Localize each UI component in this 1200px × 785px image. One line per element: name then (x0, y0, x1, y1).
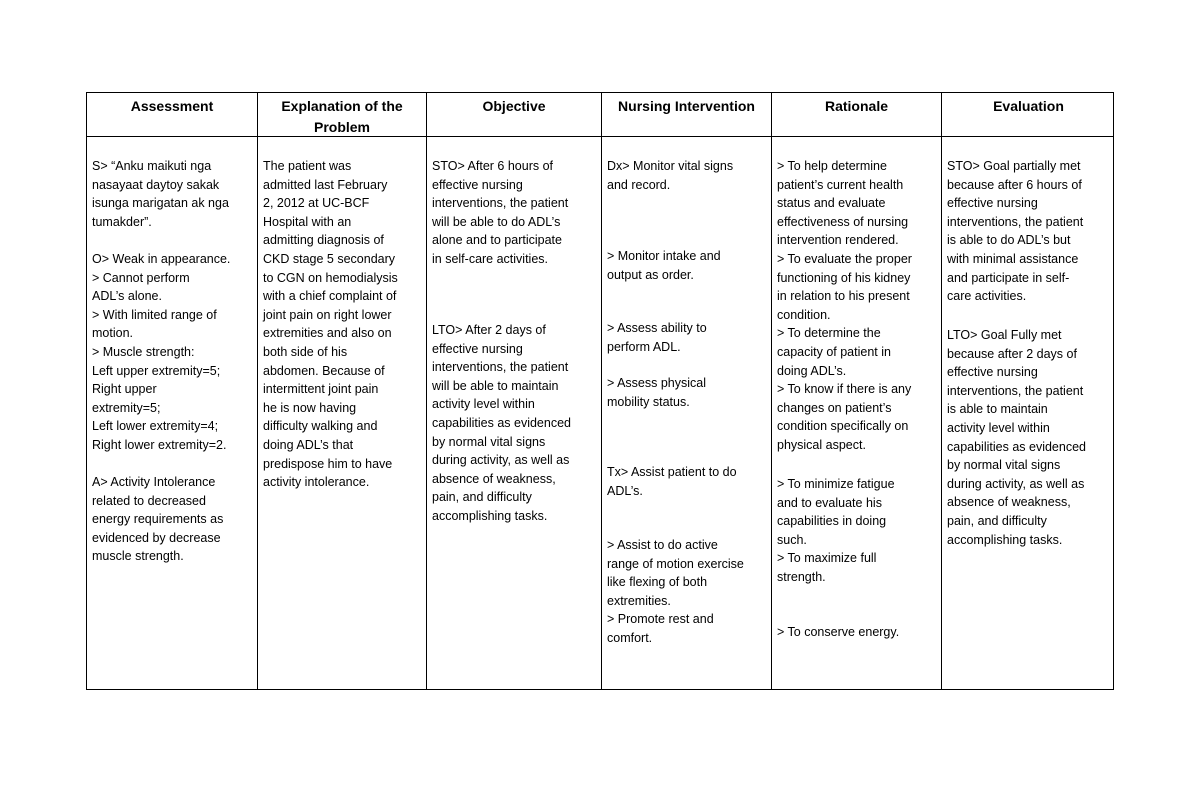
assessment-subjective: S> “Anku maikuti nga nasayaat daytoy sakak isunga marigatan ak nga tumakder”. (92, 159, 229, 229)
explanation-text: The patient was admitted last February 2, 2012 at UC-BCF Hospital with an admitting diagnosis of CKD stage 5 secondary to CGN on hemodialysis with a chief complaint of joint pain on right lower extremities and also on both side of his abdomen. Because of intermittent joint pain he is now having difficulty walking and doing ADL’s that predispose him to have activity intolerance. (263, 159, 398, 490)
evaluation-sto: STO> Goal partially met because after 6 hours of effective nursing interventions, the patient is able to do ADL’s but with minimal assistance and participate in self- care activities. (947, 159, 1084, 304)
header-explanation: Explanation of the Problem (281, 98, 403, 135)
intervention-dx-intake: > Monitor intake and output as order. (607, 249, 721, 282)
rationale-rest: > To conserve energy. (777, 625, 900, 639)
column-divider (601, 93, 602, 689)
rationale-treatment: > To minimize fatigue and to evaluate his capabilities in doing such. > To maximize full strength. (777, 477, 895, 584)
objective-lto: LTO> After 2 days of effective nursing interventions, the patient will be able to maintain activity level within capabilities as evidenced by normal vital signs during activity, as well as absence of weakness, pain, and difficulty accomplishing tasks. (432, 323, 571, 523)
care-plan-table (86, 92, 1114, 690)
rationale-assessment: > To help determine patient’s current health status and evaluate effectiveness of nursing intervention rendered. > To evaluate the proper functioning of his kidney in relation to his present condition. > To determine the capacity of patient in doing ADL’s. > To know if there is any changes on patient’s condition specifically on physical aspect. (777, 159, 912, 452)
column-divider (426, 93, 427, 689)
intervention-dx-vitals: Dx> Monitor vital signs and record. (607, 159, 734, 192)
column-divider (941, 93, 942, 689)
assessment-analysis: A> Activity Intolerance related to decreased energy requirements as evidenced by decrease muscle strength. (92, 475, 224, 564)
intervention-tx-rom: > Assist to do active range of motion exercise like flexing of both extremities. > Promote rest and comfort. (607, 538, 744, 645)
objective-sto: STO> After 6 hours of effective nursing interventions, the patient will be able to do ADL’s alone and to participate in self-care activities. (432, 159, 569, 266)
intervention-tx-assist: Tx> Assist patient to do ADL’s. (607, 465, 737, 498)
header-objective: Objective (482, 98, 546, 114)
intervention-dx-mobility: > Assess physical mobility status. (607, 376, 707, 409)
column-divider (771, 93, 772, 689)
header-rationale: Rationale (824, 98, 888, 114)
intervention-dx-adl: > Assess ability to perform ADL. (607, 321, 707, 354)
header-intervention: Nursing Intervention (618, 98, 755, 114)
column-divider (257, 93, 258, 689)
header-assessment: Assessment (130, 98, 214, 114)
assessment-objective: O> Weak in appearance. > Cannot perform ADL’s alone. > With limited range of motion. > Muscle strength: Left upper extremity=5; Right upper extremity=5; Left lower extremity=4; Right lower extremity=2. (92, 252, 231, 452)
header-evaluation: Evaluation (993, 98, 1064, 114)
evaluation-lto: LTO> Goal Fully met because after 2 days of effective nursing interventions, the patient is able to maintain activity level within capabilities as evidenced by normal vital signs during activity, as well as absence of weakness, pain, and difficulty accomplishing tasks. (947, 328, 1086, 547)
